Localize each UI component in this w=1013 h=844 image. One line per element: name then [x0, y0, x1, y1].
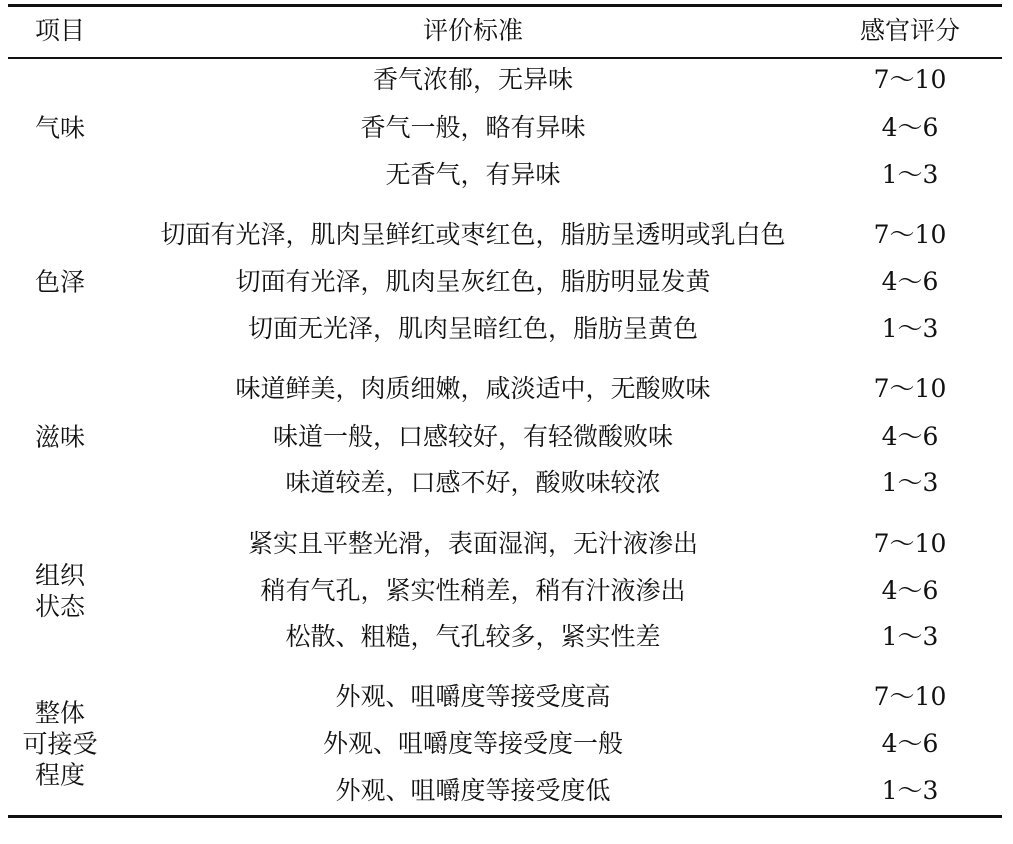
score-cell: 7～10	[873, 220, 947, 249]
item-line: 程度	[34, 760, 86, 790]
criteria-cell: 切面无光泽，肌肉呈暗红色，脂肪呈黄色	[247, 314, 699, 343]
criteria-cell: 紧实且平整光滑，表面湿润，无汁液渗出	[247, 529, 699, 558]
score-cell: 4～6	[881, 729, 939, 758]
criteria-cell: 松散、粗糙，气孔较多，紧实性差	[285, 622, 661, 651]
criteria-cell: 外观、咀嚼度等接受度高	[335, 682, 611, 711]
score-cell: 4～6	[881, 422, 939, 451]
item-acceptability	[22, 698, 97, 791]
criteria-cell: 香气一般，略有异味	[360, 113, 586, 142]
item-line: 色泽	[34, 267, 86, 297]
criteria-cell: 切面有光泽，肌肉呈鲜红或枣红色，脂肪呈透明或乳白色	[160, 220, 786, 249]
score-cell: 1～3	[881, 776, 939, 805]
item-odor	[35, 113, 85, 144]
header-score: 感官评分	[859, 16, 961, 45]
rule-bottom	[8, 815, 1002, 818]
rule-top	[8, 4, 1002, 7]
criteria-cell: 稍有气孔，紧实性稍差，稍有汁液渗出	[260, 576, 686, 605]
score-cell: 4～6	[881, 113, 939, 142]
criteria-cell: 外观、咀嚼度等接受度低	[335, 776, 611, 805]
criteria-cell: 无香气，有异味	[385, 160, 561, 189]
criteria-cell: 味道较差，口感不好，酸败味较浓	[285, 468, 661, 497]
item-line: 组织	[34, 561, 86, 590]
score-cell: 4～6	[881, 576, 939, 605]
score-cell: 7～10	[873, 529, 947, 558]
score-cell: 7～10	[873, 682, 947, 711]
item-line: 整体	[34, 698, 86, 728]
criteria-cell: 外观、咀嚼度等接受度一般	[322, 729, 624, 758]
score-cell: 1～3	[881, 468, 939, 497]
header-item: 项目	[34, 16, 86, 45]
criteria-cell: 香气浓郁，无异味	[372, 65, 574, 94]
criteria-cell: 味道一般，口感较好，有轻微酸败味	[272, 422, 674, 451]
score-cell: 1～3	[881, 314, 939, 343]
score-cell: 4～6	[881, 267, 939, 296]
score-cell: 7～10	[873, 65, 947, 94]
score-cell: 1～3	[881, 622, 939, 651]
item-taste	[35, 422, 85, 453]
header-criteria: 评价标准	[422, 16, 524, 45]
item-line: 状态	[34, 592, 86, 621]
score-cell: 1～3	[881, 160, 939, 189]
criteria-cell: 味道鲜美，肉质细嫩，咸淡适中，无酸败味	[235, 374, 711, 403]
criteria-cell: 切面有光泽，肌肉呈灰红色，脂肪明显发黄	[235, 267, 711, 296]
item-line: 滋味	[34, 422, 86, 452]
item-line: 气味	[34, 113, 86, 143]
item-line: 可接受	[22, 729, 98, 759]
score-cell: 7～10	[873, 374, 947, 403]
item-texture	[35, 560, 85, 622]
rule-header	[8, 57, 1002, 59]
item-color	[35, 267, 85, 298]
